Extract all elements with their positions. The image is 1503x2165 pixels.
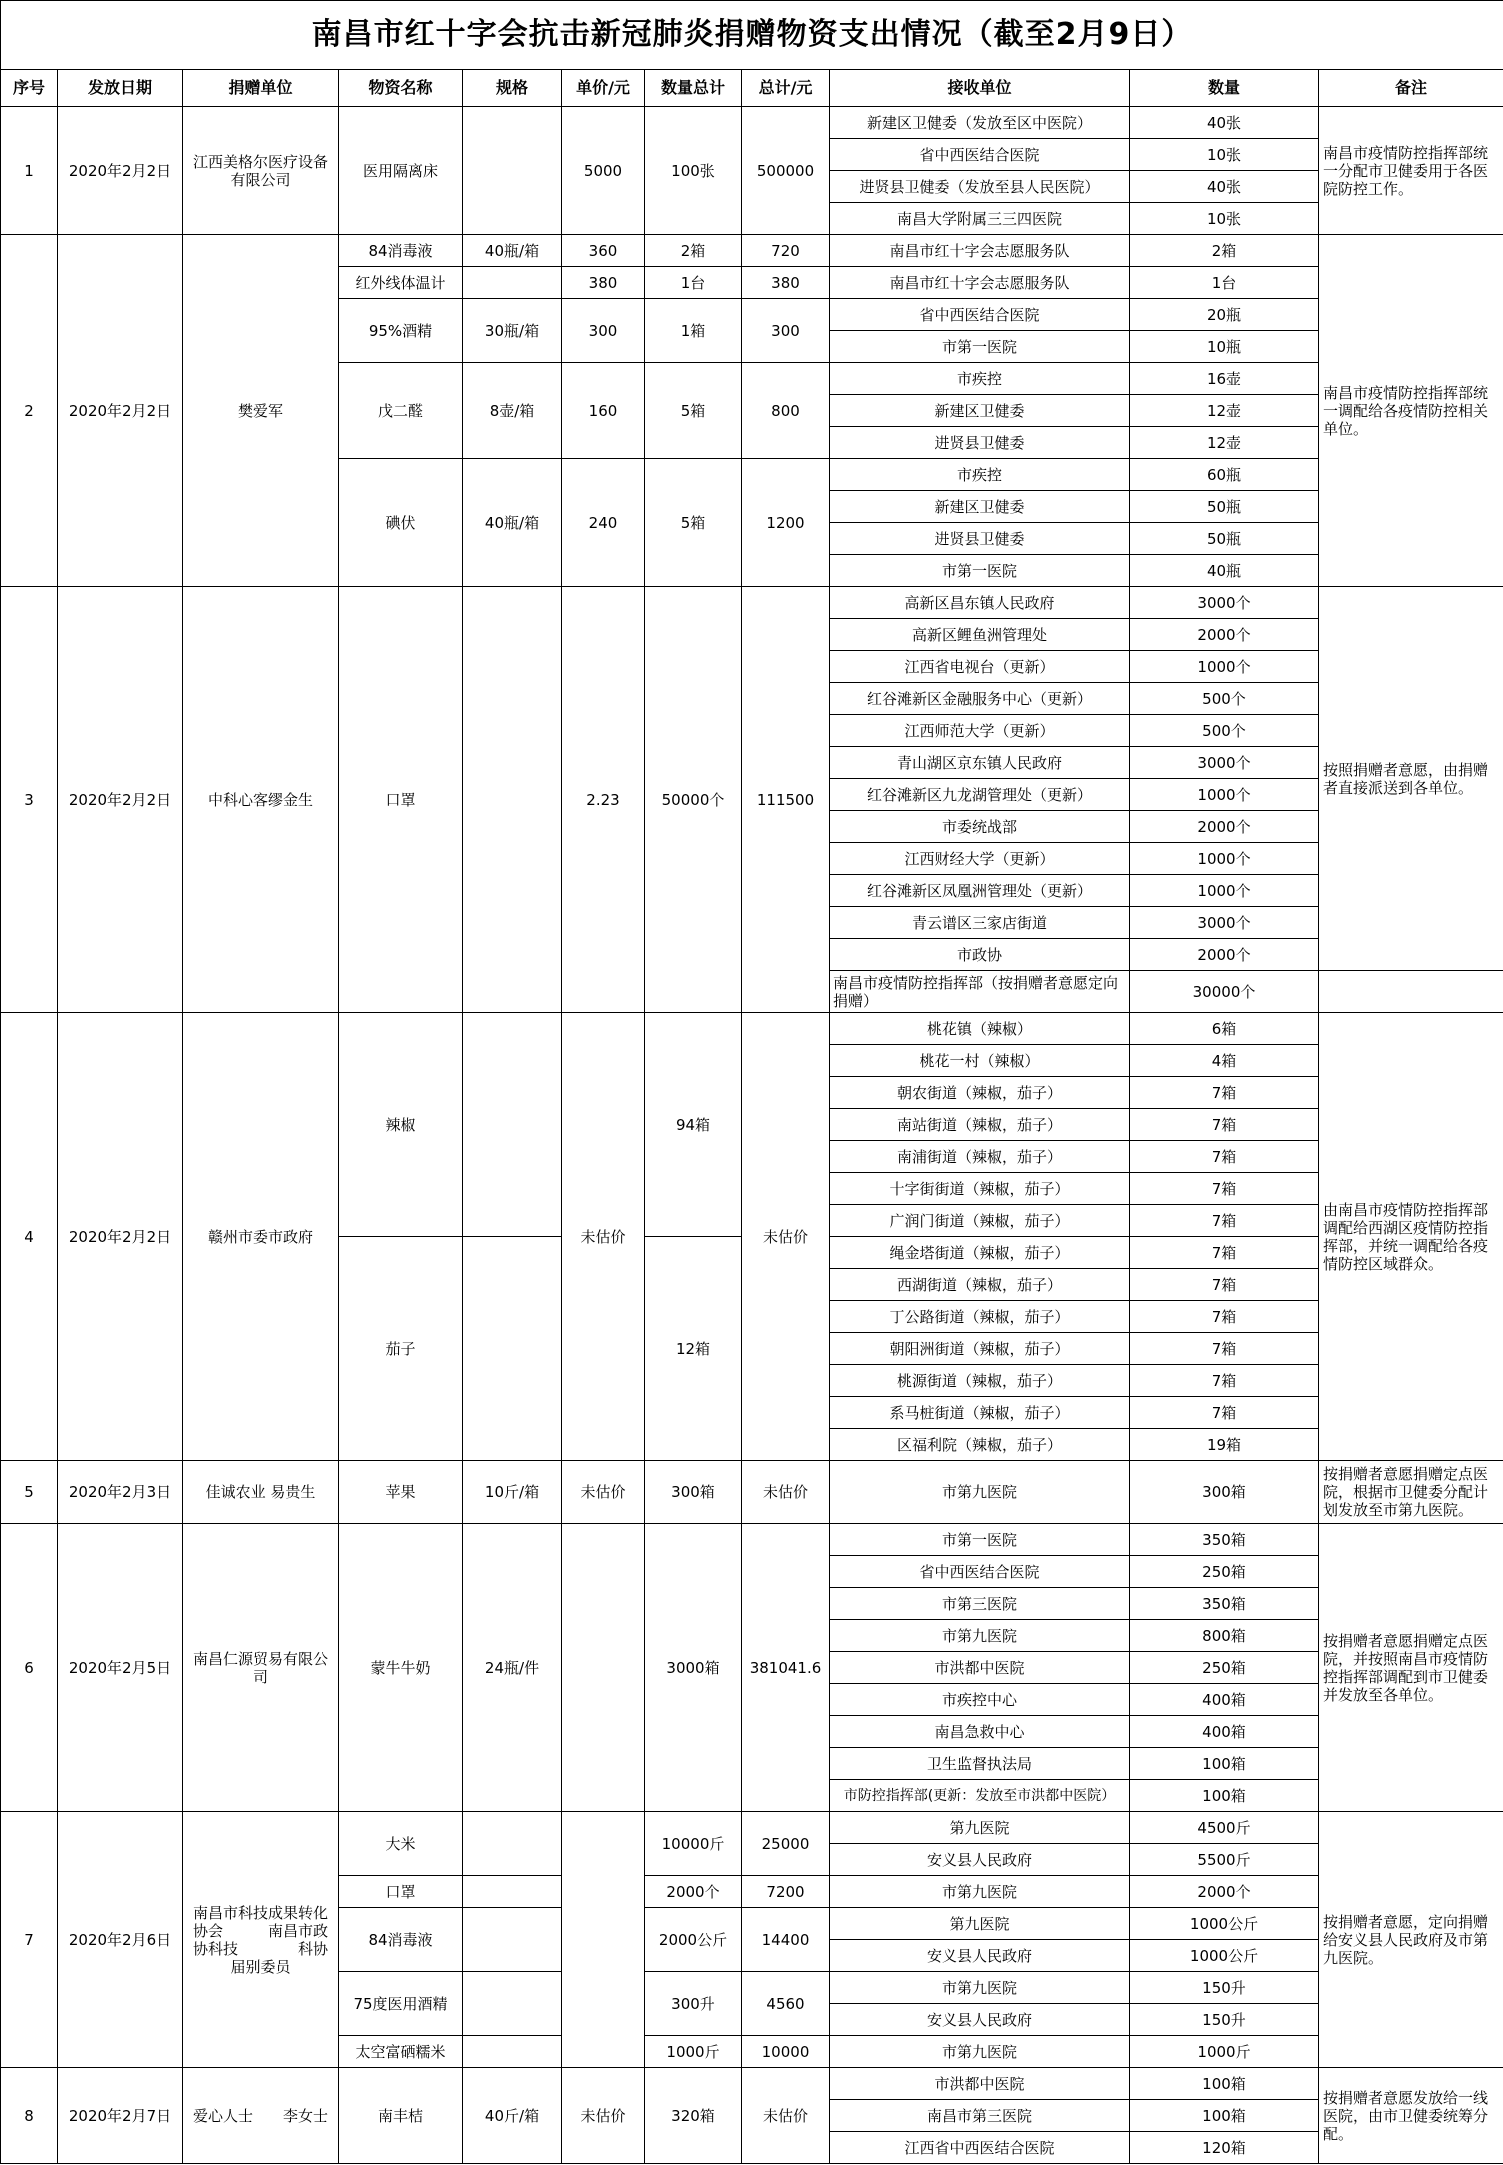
recipient-name: 南站街道（辣椒，茄子） xyxy=(830,1109,1130,1141)
recipient-quantity: 7箱 xyxy=(1130,1237,1319,1269)
remark-empty xyxy=(1319,971,1503,1013)
item-spec: 40斤/箱 xyxy=(463,2068,562,2164)
recipient-quantity: 100箱 xyxy=(1130,1748,1319,1780)
total-amount: 720 xyxy=(742,235,830,267)
recipient-name: 进贤县卫健委 xyxy=(830,523,1130,555)
recipient-quantity: 19箱 xyxy=(1130,1429,1319,1461)
recipient-name: 市第一医院 xyxy=(830,1524,1130,1556)
issue-date: 2020年2月2日 xyxy=(58,107,183,235)
recipient-name: 市委统战部 xyxy=(830,811,1130,843)
recipient-name: 桃源街道（辣椒，茄子） xyxy=(830,1365,1130,1397)
total-quantity: 2箱 xyxy=(645,235,742,267)
item-spec: 40瓶/箱 xyxy=(463,459,562,587)
item-spec xyxy=(463,1812,562,1876)
recipient-quantity: 100箱 xyxy=(1130,1780,1319,1812)
recipient-quantity: 7箱 xyxy=(1130,1397,1319,1429)
recipient-name: 第九医院 xyxy=(830,1908,1130,1940)
unit-price: 2.23 xyxy=(562,587,645,1013)
recipient-quantity: 3000个 xyxy=(1130,587,1319,619)
item-spec xyxy=(463,1237,562,1461)
recipient-name: 红谷滩新区金融服务中心（更新） xyxy=(830,683,1130,715)
recipient-name: 市疾控中心 xyxy=(830,1684,1130,1716)
column-header: 物资名称 xyxy=(339,70,463,107)
issue-date: 2020年2月7日 xyxy=(58,2068,183,2164)
recipient-quantity: 1000公斤 xyxy=(1130,1908,1319,1940)
recipient-name: 系马桩街道（辣椒，茄子） xyxy=(830,1397,1130,1429)
unit-price: 160 xyxy=(562,363,645,459)
recipient-name: 桃花一村（辣椒） xyxy=(830,1045,1130,1077)
table-row xyxy=(1,2068,1503,2100)
donor-name: 佳诚农业 易贵生 xyxy=(183,1461,339,1524)
remark: 按照捐赠者意愿，由捐赠者直接派送到各单位。 xyxy=(1319,587,1503,971)
issue-date: 2020年2月2日 xyxy=(58,587,183,1013)
total-amount: 14400 xyxy=(742,1908,830,1972)
unit-price: 240 xyxy=(562,459,645,587)
column-header: 序号 xyxy=(1,70,58,107)
issue-date: 2020年2月3日 xyxy=(58,1461,183,1524)
recipient-quantity: 7箱 xyxy=(1130,1109,1319,1141)
recipient-name: 市第一医院 xyxy=(830,555,1130,587)
column-header: 数量 xyxy=(1130,70,1319,107)
issue-date: 2020年2月2日 xyxy=(58,1013,183,1461)
recipient-quantity: 7箱 xyxy=(1130,1301,1319,1333)
recipient-name: 市洪都中医院 xyxy=(830,2068,1130,2100)
recipient-quantity: 800箱 xyxy=(1130,1620,1319,1652)
recipient-quantity: 2000个 xyxy=(1130,619,1319,651)
recipient-name: 新建区卫健委 xyxy=(830,491,1130,523)
row-number: 3 xyxy=(1,587,58,1013)
recipient-name: 安义县人民政府 xyxy=(830,2004,1130,2036)
unit-price: 未估价 xyxy=(562,1461,645,1524)
recipient-quantity: 20瓶 xyxy=(1130,299,1319,331)
recipient-name: 朝农街道（辣椒，茄子） xyxy=(830,1077,1130,1109)
recipient-quantity: 1000个 xyxy=(1130,843,1319,875)
item-name: 苹果 xyxy=(339,1461,463,1524)
column-header: 数量总计 xyxy=(645,70,742,107)
total-amount: 381041.6 xyxy=(742,1524,830,1812)
recipient-quantity: 10瓶 xyxy=(1130,331,1319,363)
recipient-name: 区福利院（辣椒，茄子） xyxy=(830,1429,1130,1461)
recipient-name: 市第一医院 xyxy=(830,331,1130,363)
recipient-quantity: 40瓶 xyxy=(1130,555,1319,587)
item-spec: 10斤/箱 xyxy=(463,1461,562,1524)
total-quantity: 5箱 xyxy=(645,459,742,587)
recipient-name: 市第九医院 xyxy=(830,1620,1130,1652)
total-quantity: 300升 xyxy=(645,1972,742,2036)
header-row xyxy=(1,70,1503,107)
recipient-name: 卫生监督执法局 xyxy=(830,1748,1130,1780)
recipient-quantity: 40张 xyxy=(1130,171,1319,203)
recipient-quantity: 7箱 xyxy=(1130,1173,1319,1205)
item-spec xyxy=(463,267,562,299)
recipient-name: 第九医院 xyxy=(830,1812,1130,1844)
recipient-quantity: 300箱 xyxy=(1130,1461,1319,1524)
row-number: 5 xyxy=(1,1461,58,1524)
item-spec: 24瓶/件 xyxy=(463,1524,562,1812)
item-name: 口罩 xyxy=(339,587,463,1013)
item-name: 84消毒液 xyxy=(339,235,463,267)
item-name: 太空富硒糯米 xyxy=(339,2036,463,2068)
total-amount: 未估价 xyxy=(742,1461,830,1524)
row-number: 2 xyxy=(1,235,58,587)
remark: 按捐赠者意愿捐赠定点医院，根据市卫健委分配计划发放至市第九医院。 xyxy=(1319,1461,1503,1524)
row-number: 1 xyxy=(1,107,58,235)
recipient-name: 青云谱区三家店街道 xyxy=(830,907,1130,939)
row-number: 7 xyxy=(1,1812,58,2068)
recipient-quantity: 250箱 xyxy=(1130,1652,1319,1684)
recipient-quantity: 7箱 xyxy=(1130,1333,1319,1365)
table-row xyxy=(1,1013,1503,1045)
recipient-name: 新建区卫健委 xyxy=(830,395,1130,427)
total-quantity: 5箱 xyxy=(645,363,742,459)
recipient-quantity: 4箱 xyxy=(1130,1045,1319,1077)
recipient-quantity: 3000个 xyxy=(1130,907,1319,939)
issue-date: 2020年2月5日 xyxy=(58,1524,183,1812)
issue-date: 2020年2月2日 xyxy=(58,235,183,587)
total-quantity: 300箱 xyxy=(645,1461,742,1524)
total-quantity: 3000箱 xyxy=(645,1524,742,1812)
donor-name: 中科心客缪金生 xyxy=(183,587,339,1013)
recipient-name: 朝阳洲街道（辣椒，茄子） xyxy=(830,1333,1130,1365)
item-spec xyxy=(463,1972,562,2036)
total-amount: 1200 xyxy=(742,459,830,587)
recipient-quantity: 1台 xyxy=(1130,267,1319,299)
item-name: 茄子 xyxy=(339,1237,463,1461)
item-name: 口罩 xyxy=(339,1876,463,1908)
unit-price xyxy=(562,1812,645,2068)
recipient-name: 省中西医结合医院 xyxy=(830,1556,1130,1588)
recipient-quantity: 400箱 xyxy=(1130,1716,1319,1748)
unit-price: 380 xyxy=(562,267,645,299)
recipient-name: 南昌市红十字会志愿服务队 xyxy=(830,235,1130,267)
item-spec xyxy=(463,587,562,1013)
table-row xyxy=(1,587,1503,619)
recipient-quantity: 6箱 xyxy=(1130,1013,1319,1045)
total-quantity: 2000公斤 xyxy=(645,1908,742,1972)
recipient-name: 南昌市疫情防控指挥部（按捐赠者意愿定向捐赠） xyxy=(830,971,1130,1013)
recipient-quantity: 2箱 xyxy=(1130,235,1319,267)
total-amount: 未估价 xyxy=(742,2068,830,2164)
recipient-quantity: 10张 xyxy=(1130,139,1319,171)
donor-name: 江西美格尔医疗设备有限公司 xyxy=(183,107,339,235)
unit-price: 未估价 xyxy=(562,2068,645,2164)
recipient-quantity: 1000个 xyxy=(1130,651,1319,683)
recipient-name: 广润门街道（辣椒，茄子） xyxy=(830,1205,1130,1237)
item-name: 95%酒精 xyxy=(339,299,463,363)
row-number: 8 xyxy=(1,2068,58,2164)
unit-price: 5000 xyxy=(562,107,645,235)
recipient-quantity: 500个 xyxy=(1130,715,1319,747)
recipient-name: 绳金塔街道（辣椒，茄子） xyxy=(830,1237,1130,1269)
recipient-name: 安义县人民政府 xyxy=(830,1940,1130,1972)
recipient-name: 南昌急救中心 xyxy=(830,1716,1130,1748)
total-amount: 500000 xyxy=(742,107,830,235)
total-quantity: 2000个 xyxy=(645,1876,742,1908)
row-number: 4 xyxy=(1,1013,58,1461)
recipient-quantity: 5500斤 xyxy=(1130,1844,1319,1876)
recipient-name: 省中西医结合医院 xyxy=(830,299,1130,331)
recipient-quantity: 500个 xyxy=(1130,683,1319,715)
recipient-quantity: 350箱 xyxy=(1130,1588,1319,1620)
item-name: 75度医用酒精 xyxy=(339,1972,463,2036)
item-name: 碘伏 xyxy=(339,459,463,587)
recipient-quantity: 7箱 xyxy=(1130,1365,1319,1397)
recipient-quantity: 10张 xyxy=(1130,203,1319,235)
recipient-name: 南昌大学附属三三四医院 xyxy=(830,203,1130,235)
recipient-name: 市第九医院 xyxy=(830,2036,1130,2068)
table-row xyxy=(1,235,1503,267)
recipient-quantity: 150升 xyxy=(1130,2004,1319,2036)
recipient-quantity: 100箱 xyxy=(1130,2068,1319,2100)
column-header: 单价/元 xyxy=(562,70,645,107)
total-quantity: 1000斤 xyxy=(645,2036,742,2068)
recipient-name: 西湖街道（辣椒，茄子） xyxy=(830,1269,1130,1301)
item-spec xyxy=(463,1876,562,1908)
recipient-name: 青山湖区京东镇人民政府 xyxy=(830,747,1130,779)
recipient-quantity: 2000个 xyxy=(1130,811,1319,843)
recipient-quantity: 100箱 xyxy=(1130,2100,1319,2132)
recipient-name: 市疾控 xyxy=(830,459,1130,491)
item-name: 辣椒 xyxy=(339,1013,463,1237)
recipient-quantity: 30000个 xyxy=(1130,971,1319,1013)
total-quantity: 12箱 xyxy=(645,1237,742,1461)
column-header: 规格 xyxy=(463,70,562,107)
item-name: 84消毒液 xyxy=(339,1908,463,1972)
table-row xyxy=(1,1461,1503,1524)
total-amount: 4560 xyxy=(742,1972,830,2036)
recipient-name: 市防控指挥部(更新：发放至市洪都中医院） xyxy=(830,1780,1130,1812)
remark: 按捐赠者意愿捐赠定点医院，并按照南昌市疫情防控指挥部调配到市卫健委并发放至各单位。 xyxy=(1319,1524,1503,1812)
recipient-name: 江西财经大学（更新） xyxy=(830,843,1130,875)
recipient-name: 市第九医院 xyxy=(830,1972,1130,2004)
recipient-quantity: 250箱 xyxy=(1130,1556,1319,1588)
recipient-name: 江西师范大学（更新） xyxy=(830,715,1130,747)
issue-date: 2020年2月6日 xyxy=(58,1812,183,2068)
recipient-quantity: 4500斤 xyxy=(1130,1812,1319,1844)
recipient-name: 十字街街道（辣椒，茄子） xyxy=(830,1173,1130,1205)
recipient-name: 市疾控 xyxy=(830,363,1130,395)
remark: 由南昌市疫情防控指挥部调配给西湖区疫情防控指挥部，并统一调配给各疫情防控区域群众。 xyxy=(1319,1013,1503,1461)
donor-name: 赣州市委市政府 xyxy=(183,1013,339,1461)
column-header: 备注 xyxy=(1319,70,1503,107)
unit-price: 300 xyxy=(562,299,645,363)
recipient-name: 桃花镇（辣椒） xyxy=(830,1013,1130,1045)
item-spec xyxy=(463,107,562,235)
recipient-name: 市第九医院 xyxy=(830,1461,1130,1524)
recipient-name: 市洪都中医院 xyxy=(830,1652,1130,1684)
recipient-quantity: 50瓶 xyxy=(1130,523,1319,555)
recipient-name: 江西省电视台（更新） xyxy=(830,651,1130,683)
column-header: 捐赠单位 xyxy=(183,70,339,107)
total-amount: 未估价 xyxy=(742,1013,830,1461)
item-spec xyxy=(463,2036,562,2068)
recipient-quantity: 16壶 xyxy=(1130,363,1319,395)
item-name: 蒙牛牛奶 xyxy=(339,1524,463,1812)
item-spec: 30瓶/箱 xyxy=(463,299,562,363)
recipient-quantity: 40张 xyxy=(1130,107,1319,139)
recipient-name: 市政协 xyxy=(830,939,1130,971)
recipient-quantity: 400箱 xyxy=(1130,1684,1319,1716)
total-amount: 380 xyxy=(742,267,830,299)
recipient-name: 高新区鲤鱼洲管理处 xyxy=(830,619,1130,651)
recipient-name: 南昌市第三医院 xyxy=(830,2100,1130,2132)
table-row xyxy=(1,107,1503,139)
recipient-name: 新建区卫健委（发放至区中医院） xyxy=(830,107,1130,139)
item-name: 戊二醛 xyxy=(339,363,463,459)
remark: 按捐赠者意愿发放给一线医院，由市卫健委统筹分配。 xyxy=(1319,2068,1503,2164)
remark: 按捐赠者意愿，定向捐赠给安义县人民政府及市第九医院。 xyxy=(1319,1812,1503,2068)
recipient-name: 市第九医院 xyxy=(830,1876,1130,1908)
recipient-quantity: 350箱 xyxy=(1130,1524,1319,1556)
total-quantity: 100张 xyxy=(645,107,742,235)
donor-name: 樊爱军 xyxy=(183,235,339,587)
recipient-quantity: 150升 xyxy=(1130,1972,1319,2004)
recipient-name: 进贤县卫健委（发放至县人民医院） xyxy=(830,171,1130,203)
item-name: 医用隔离床 xyxy=(339,107,463,235)
total-amount: 300 xyxy=(742,299,830,363)
recipient-quantity: 7箱 xyxy=(1130,1077,1319,1109)
recipient-quantity: 7箱 xyxy=(1130,1141,1319,1173)
unit-price: 360 xyxy=(562,235,645,267)
page-title: 南昌市红十字会抗击新冠肺炎捐赠物资支出情况（截至2月9日） xyxy=(1,1,1503,70)
unit-price xyxy=(562,1524,645,1812)
item-name: 南丰桔 xyxy=(339,2068,463,2164)
remark: 南昌市疫情防控指挥部统一分配市卫健委用于各医院防控工作。 xyxy=(1319,107,1503,235)
item-spec xyxy=(463,1908,562,1972)
recipient-name: 红谷滩新区凤凰洲管理处（更新） xyxy=(830,875,1130,907)
total-amount: 111500 xyxy=(742,587,830,1013)
total-amount: 800 xyxy=(742,363,830,459)
recipient-quantity: 120箱 xyxy=(1130,2132,1319,2164)
recipient-name: 红谷滩新区九龙湖管理处（更新） xyxy=(830,779,1130,811)
table-row xyxy=(1,1812,1503,1844)
recipient-quantity: 1000公斤 xyxy=(1130,1940,1319,1972)
unit-price: 未估价 xyxy=(562,1013,645,1461)
remark: 南昌市疫情防控指挥部统一调配给各疫情防控相关单位。 xyxy=(1319,235,1503,587)
recipient-name: 省中西医结合医院 xyxy=(830,139,1130,171)
recipient-name: 丁公路街道（辣椒，茄子） xyxy=(830,1301,1130,1333)
recipient-name: 进贤县卫健委 xyxy=(830,427,1130,459)
donor-name: 南昌市科技成果转化协会 南昌市政协科技 科协届别委员 xyxy=(183,1812,339,2068)
recipient-quantity: 1000斤 xyxy=(1130,2036,1319,2068)
column-header: 接收单位 xyxy=(830,70,1130,107)
item-name: 大米 xyxy=(339,1812,463,1876)
recipient-name: 南浦街道（辣椒，茄子） xyxy=(830,1141,1130,1173)
recipient-quantity: 3000个 xyxy=(1130,747,1319,779)
recipient-name: 高新区昌东镇人民政府 xyxy=(830,587,1130,619)
recipient-quantity: 2000个 xyxy=(1130,939,1319,971)
donor-name: 爱心人士 李女士 xyxy=(183,2068,339,2164)
item-name: 红外线体温计 xyxy=(339,267,463,299)
recipient-quantity: 1000个 xyxy=(1130,779,1319,811)
table-row xyxy=(1,1524,1503,1556)
column-header: 总计/元 xyxy=(742,70,830,107)
item-spec: 40瓶/箱 xyxy=(463,235,562,267)
total-quantity: 94箱 xyxy=(645,1013,742,1237)
item-spec xyxy=(463,1013,562,1237)
recipient-name: 市第三医院 xyxy=(830,1588,1130,1620)
recipient-quantity: 50瓶 xyxy=(1130,491,1319,523)
total-amount: 25000 xyxy=(742,1812,830,1876)
total-amount: 7200 xyxy=(742,1876,830,1908)
total-quantity: 10000斤 xyxy=(645,1812,742,1876)
recipient-quantity: 2000个 xyxy=(1130,1876,1319,1908)
total-amount: 10000 xyxy=(742,2036,830,2068)
total-quantity: 1台 xyxy=(645,267,742,299)
recipient-name: 南昌市红十字会志愿服务队 xyxy=(830,267,1130,299)
column-header: 发放日期 xyxy=(58,70,183,107)
recipient-quantity: 7箱 xyxy=(1130,1269,1319,1301)
donor-name: 南昌仁源贸易有限公司 xyxy=(183,1524,339,1812)
recipient-quantity: 7箱 xyxy=(1130,1205,1319,1237)
recipient-quantity: 12壶 xyxy=(1130,427,1319,459)
recipient-quantity: 1000个 xyxy=(1130,875,1319,907)
recipient-quantity: 60瓶 xyxy=(1130,459,1319,491)
item-spec: 8壶/箱 xyxy=(463,363,562,459)
total-quantity: 50000个 xyxy=(645,587,742,1013)
recipient-name: 江西省中西医结合医院 xyxy=(830,2132,1130,2164)
recipient-quantity: 12壶 xyxy=(1130,395,1319,427)
total-quantity: 1箱 xyxy=(645,299,742,363)
row-number: 6 xyxy=(1,1524,58,1812)
total-quantity: 320箱 xyxy=(645,2068,742,2164)
recipient-name: 安义县人民政府 xyxy=(830,1844,1130,1876)
